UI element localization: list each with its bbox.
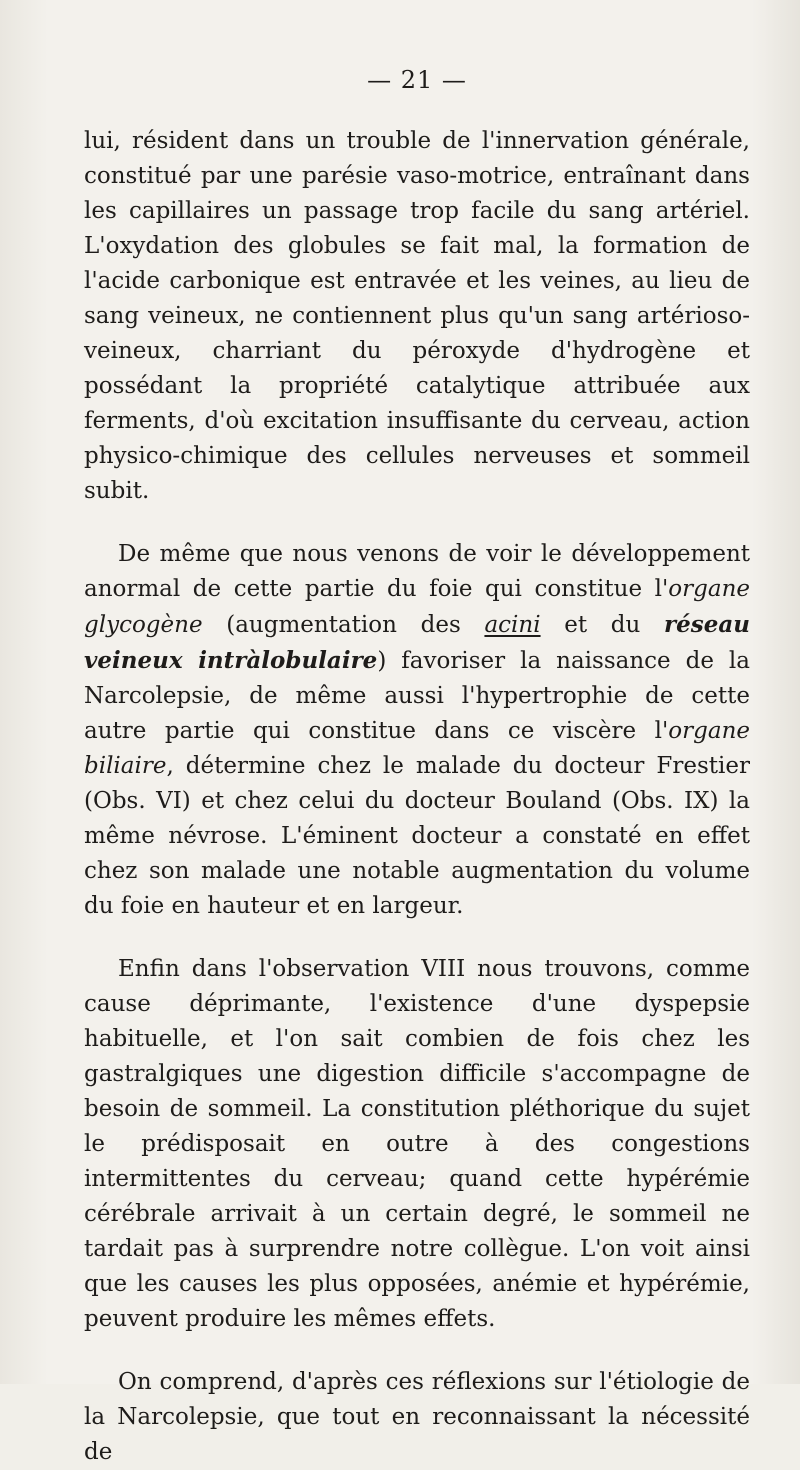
text-segment: et du [540,612,665,638]
text-segment: organe glycogène [84,576,750,638]
text-segment: (augmentation des [202,612,485,638]
paragraph-3 [84,952,750,1337]
page-number: — 21 — [367,66,467,94]
text-segment: Enfin dans l'observation VIII nous trouvons, comme cause déprimante, l'existence d'une dyspepsie habituelle, et l'on sait combien de fois chez les gastralgiques une digestion difficile s'accompagne de besoin de sommeil. La constitution pléthorique du sujet le prédisposait en outre à des congestions intermittentes du cerveau; quand cette hypérémie cérébrale arrivait à un certain degré, le sommeil ne tardait pas à surprendre notre collègue. L'on voit ainsi que les causes les plus opposées, anémie et hypérémie, peuvent produire les mêmes effets. [84,956,750,1332]
text-segment: ) favoriser la naissance de la Narcolepsie, de même aussi l'hypertrophie de cette autre partie qui constitue dans ce viscère l' [84,648,750,744]
text-segment: acini [484,612,541,638]
text-segment: lui, résident dans un trouble de l'innervation générale, constitué par une parésie vaso-motrice, entraînant dans les capillaires un passage trop facile du sang artériel. L'oxydation des globules se fait mal, la formation de l'acide carbonique est entravée et les veines, au lieu de sang veineux, ne contiennent plus qu'un sang artérioso-veineux, charriant du péroxyde d'hydrogène et possédant la propriété catalytique attribuée aux ferments, d'où excitation insuffisante du cerveau, action physico-chimique des cellules nerveuses et sommeil subit. [84,128,750,504]
paragraph-4 [84,1365,750,1470]
text-segment: organe biliaire [84,718,750,779]
text-segment: , détermine chez le malade du docteur Frestier (Obs. VI) et chez celui du docteur Bouland (Obs. IX) la même névrose. L'éminent docteur a constaté en effet chez son malade une notable augmentation du volume du foie en hauteur et en largeur. [84,753,750,919]
text-segment: On comprend, d'après ces réflexions sur l'étiologie de la Narcolepsie, que tout en reconnaissant la nécessité de [84,1369,750,1465]
text-segment: De même que nous venons de voir le développement anormal de cette partie du foie qui constitue l' [84,541,750,602]
paragraph-1 [84,124,750,509]
text-segment: réseau veineux intràlobulaire [84,611,750,674]
paragraph-2 [84,537,750,924]
